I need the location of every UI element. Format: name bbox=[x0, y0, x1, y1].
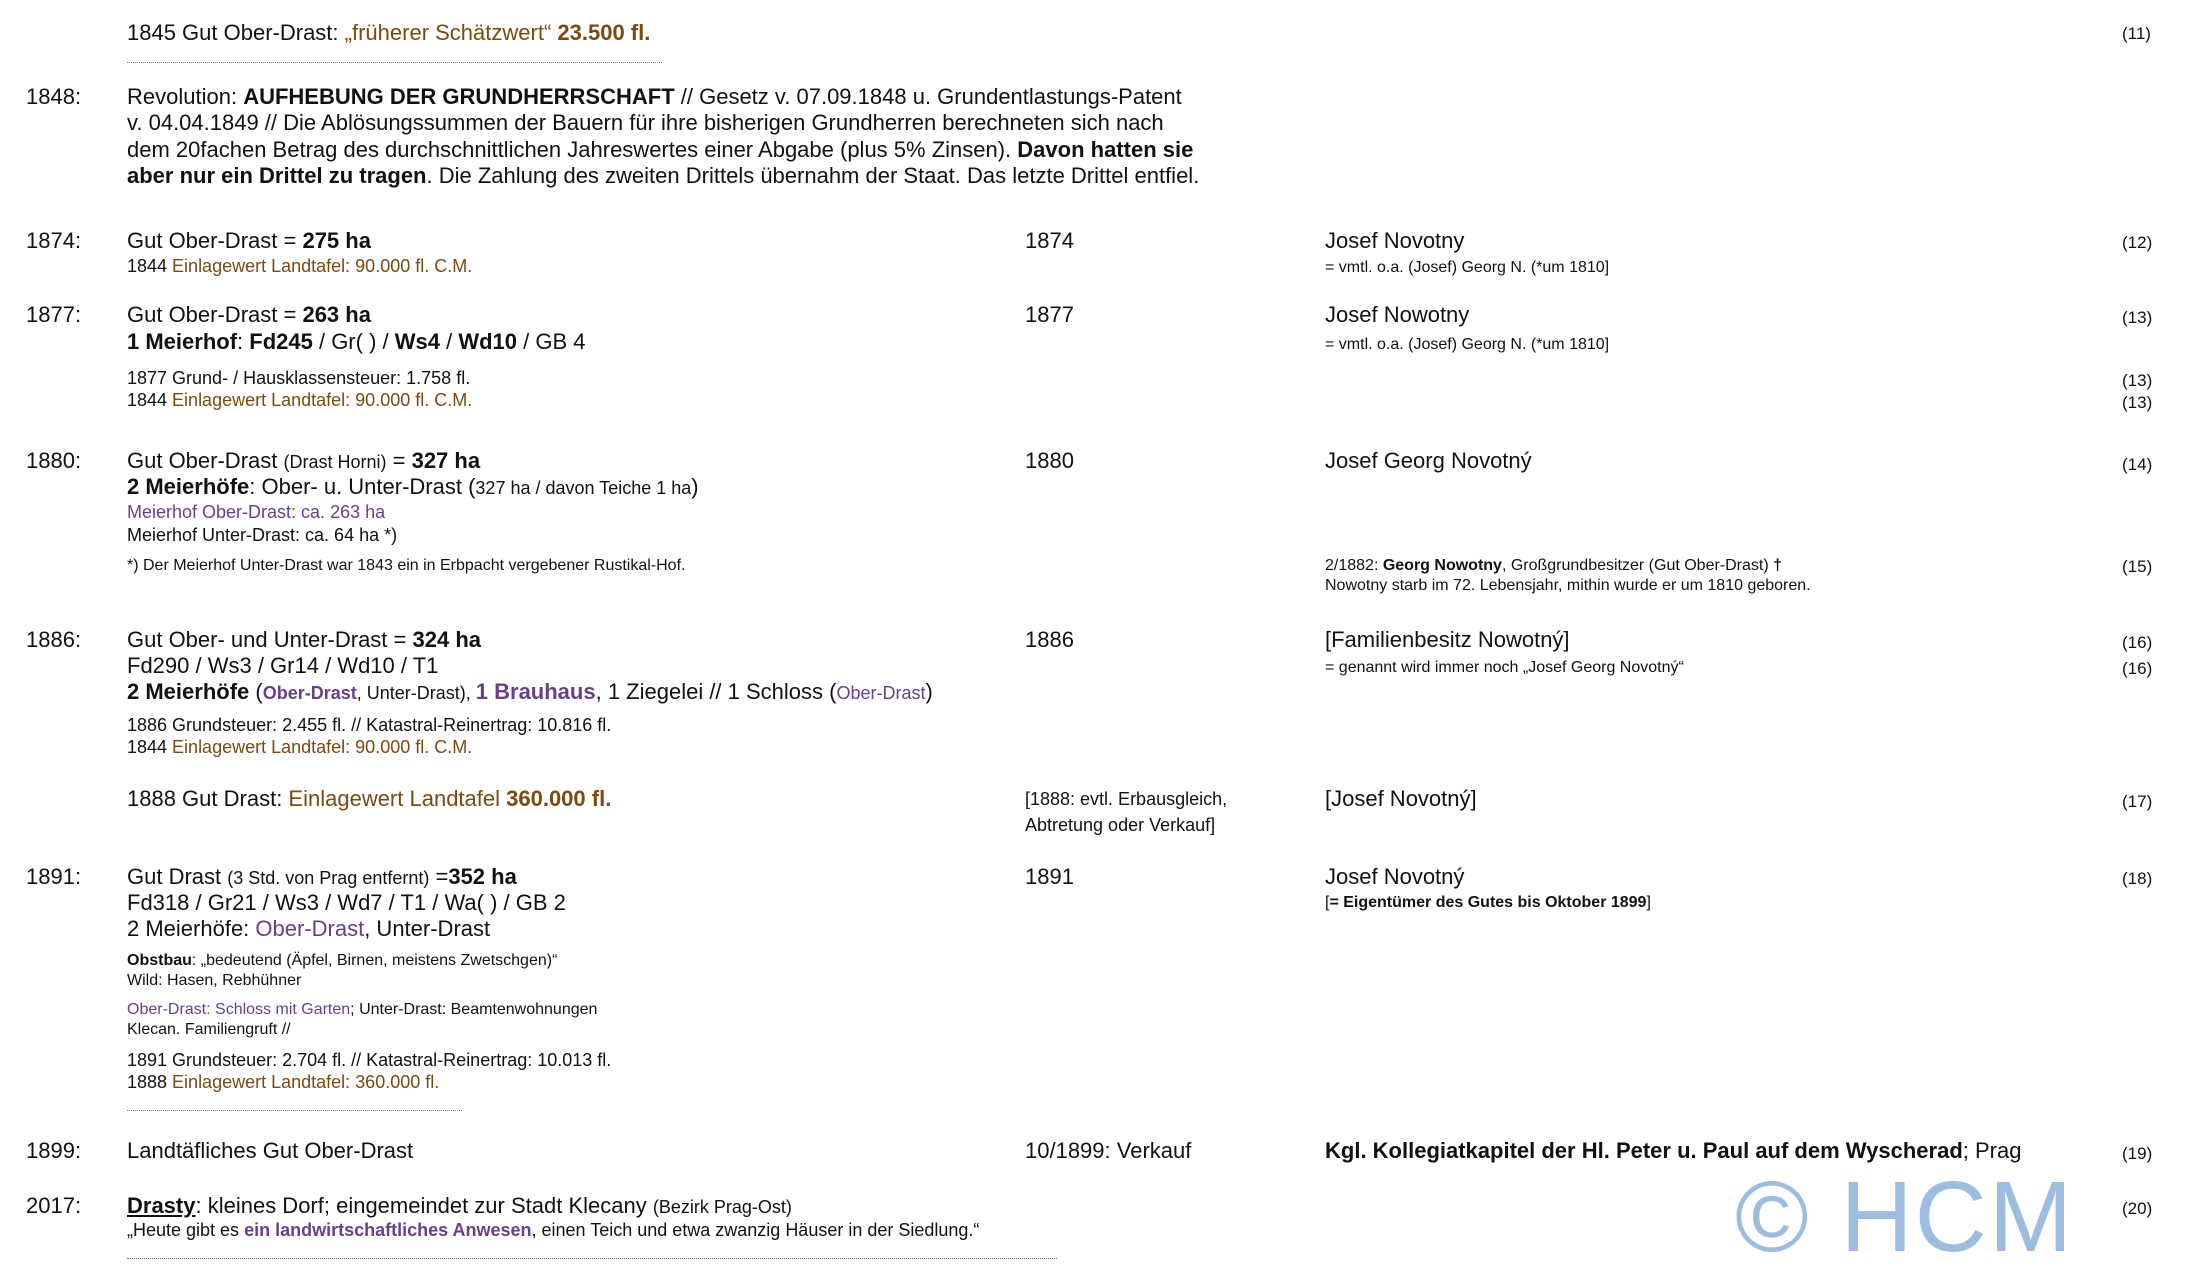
text: „Heute gibt es bbox=[127, 1220, 245, 1240]
entry-1891-line5: Wild: Hasen, Rebhühner bbox=[127, 972, 302, 989]
entry-1848-line1 bbox=[127, 84, 1182, 110]
text: , Unter-Drast), bbox=[356, 683, 476, 703]
ref-11: (11) bbox=[2122, 24, 2151, 43]
entry-1877-line2 bbox=[127, 329, 586, 355]
text: [ bbox=[1325, 894, 1330, 911]
entry-1874-main bbox=[127, 228, 371, 254]
text-purple: Ober-Drast: Schloss mit Garten bbox=[127, 1001, 351, 1018]
owner-1886: [Familienbesitz Nowotný] bbox=[1325, 627, 1570, 652]
ref-16b: (16) bbox=[2122, 659, 2153, 678]
entry-1845-label: „früherer Schätzwert“ bbox=[344, 20, 558, 45]
text: , einen Teich und etwa zwanzig Häuser in der Siedlung.“ bbox=[531, 1220, 980, 1240]
ref-16: (16) bbox=[2122, 633, 2153, 652]
owner-note-1891 bbox=[1325, 893, 1651, 912]
text: 2/1882: bbox=[1325, 557, 1383, 574]
text-bold: Fd245 bbox=[249, 329, 313, 354]
text: ) bbox=[691, 474, 699, 499]
owner-1874: Josef Novotny bbox=[1325, 228, 1465, 253]
entry-1891-main bbox=[127, 864, 517, 890]
col-year-1877: 1877 bbox=[1025, 302, 1074, 327]
entry-1891-line2: Fd318 / Gr21 / Ws3 / Wd7 / T1 / Wa( ) / GB 2 bbox=[127, 890, 566, 915]
entry-1877-main bbox=[127, 302, 371, 328]
owner-1877: Josef Nowotny bbox=[1325, 302, 1470, 327]
col-year-1880: 1880 bbox=[1025, 448, 1074, 473]
text-brown: Einlagewert Landtafel: 90.000 fl. C.M. bbox=[172, 390, 473, 410]
text-bold: 327 ha bbox=[411, 448, 481, 473]
text-brown: Einlagewert Landtafel: 90.000 fl. C.M. bbox=[172, 256, 473, 276]
text: 1844 bbox=[127, 256, 173, 276]
text: . Die Zahlung des zweiten Drittels übernahm der Staat. Das letzte Drittel entfiel. bbox=[426, 163, 1200, 188]
text: ; Unter-Drast: Beamtenwohnungen bbox=[350, 1001, 598, 1018]
text: ] bbox=[1646, 894, 1651, 911]
entry-1891-line6 bbox=[127, 1000, 597, 1019]
text: / bbox=[440, 329, 459, 354]
text-bold: 1 Meierhof bbox=[127, 329, 238, 354]
text: : „bedeutend (Äpfel, Birnen, meistens Zwetschgen)“ bbox=[191, 952, 558, 969]
text-small: (3 Std. von Prag entfernt) bbox=[227, 868, 430, 888]
entry-1886-line3 bbox=[127, 679, 933, 705]
year-1886: 1886: bbox=[26, 627, 82, 652]
year-1880: 1880: bbox=[26, 448, 82, 473]
entry-1880-footnote: *) Der Meierhof Unter-Drast war 1843 ein in Erbpacht vergebener Rustikal-Hof. bbox=[127, 557, 686, 574]
entry-1891-tax: 1891 Grundsteuer: 2.704 fl. // Katastral-Reinertrag: 10.013 fl. bbox=[127, 1050, 612, 1070]
divider bbox=[127, 1110, 462, 1111]
text-bold: Drasty bbox=[127, 1193, 196, 1218]
entry-1891-line7: Klecan. Familiengruft // bbox=[127, 1021, 291, 1038]
copyright-watermark: © HCM bbox=[1735, 1161, 2075, 1273]
owner-1891: Josef Novotný bbox=[1325, 864, 1465, 889]
text-bold: aber nur ein Drittel zu tragen bbox=[127, 163, 427, 188]
text-purple: ein landwirtschaftliches Anwesen bbox=[244, 1220, 532, 1240]
text-bold: Davon hatten sie bbox=[1017, 137, 1194, 162]
text: Gut Ober- und Unter-Drast = bbox=[127, 627, 413, 652]
entry-1880-line4: Meierhof Unter-Drast: ca. 64 ha *) bbox=[127, 525, 398, 545]
entry-1886-line2: Fd290 / Ws3 / Gr14 / Wd10 / T1 bbox=[127, 653, 439, 678]
text-brown-bold: 360.000 fl. bbox=[506, 786, 612, 811]
owner-1888: [Josef Novotný] bbox=[1325, 786, 1477, 811]
entry-1845 bbox=[127, 20, 650, 46]
year-2017: 2017: bbox=[26, 1193, 82, 1218]
entry-1886-tax: 1886 Grundsteuer: 2.455 fl. // Katastral-Reinertrag: 10.816 fl. bbox=[127, 715, 612, 735]
text-bold: 263 ha bbox=[302, 302, 371, 327]
divider bbox=[127, 1258, 1057, 1259]
entry-1877-tax: 1877 Grund- / Hausklassensteuer: 1.758 fl. bbox=[127, 368, 471, 388]
text-small: (Drast Horni) bbox=[283, 452, 387, 472]
ref-18: (18) bbox=[2122, 869, 2153, 888]
year-1874: 1874: bbox=[26, 228, 82, 253]
text: 1844 bbox=[127, 737, 173, 757]
text: Gut Ober-Drast bbox=[127, 448, 284, 473]
text: Revolution: bbox=[127, 84, 244, 109]
cross-symbol: † bbox=[1773, 557, 1783, 574]
col-year-1886: 1886 bbox=[1025, 627, 1074, 652]
text: , Großgrundbesitzer (Gut Ober-Drast) bbox=[1501, 557, 1774, 574]
owner-note-1880-b: Nowotny starb im 72. Lebensjahr, mithin wurde er um 1810 geboren. bbox=[1325, 577, 1811, 594]
text: = bbox=[429, 864, 449, 889]
year-1877: 1877: bbox=[26, 302, 82, 327]
entry-1891-sub bbox=[127, 1072, 439, 1094]
entry-1880-line2 bbox=[127, 474, 699, 500]
owner-note-1886: = genannt wird immer noch „Josef Georg Novotný“ bbox=[1325, 659, 1684, 676]
entry-1891-line4 bbox=[127, 951, 557, 970]
ref-17: (17) bbox=[2122, 792, 2153, 811]
text-purple: 1 Brauhaus bbox=[475, 679, 596, 704]
ref-13b: (13) bbox=[2122, 371, 2153, 390]
text: / Gr( ) / bbox=[312, 329, 395, 354]
entry-1888-main bbox=[127, 786, 611, 812]
year-1891: 1891: bbox=[26, 864, 82, 889]
entry-1848-line2: v. 04.04.1849 // Die Ablösungssummen der Bauern für ihre bisherigen Grundherren berechneten sich nach bbox=[127, 110, 1164, 135]
text-bold: = Eigentümer des Gutes bis Oktober 1899 bbox=[1329, 894, 1647, 911]
entry-1874-sub bbox=[127, 256, 472, 278]
text-bold: Kgl. Kollegiatkapitel der Hl. Peter u. Paul auf dem Wyscherad bbox=[1325, 1138, 1963, 1163]
text: , 1 Ziegelei // 1 Schloss ( bbox=[595, 679, 837, 704]
text-purple: Ober-Drast bbox=[255, 916, 365, 941]
text-bold: Obstbau bbox=[127, 952, 192, 969]
col-1888-b: Abtretung oder Verkauf] bbox=[1025, 815, 1216, 835]
text-bold: 2 Meierhöfe bbox=[127, 679, 250, 704]
entry-1845-text: 1845 Gut Ober-Drast: bbox=[127, 20, 345, 45]
col-1888-a: [1888: evtl. Erbausgleich, bbox=[1025, 789, 1228, 809]
entry-1877-sub bbox=[127, 390, 472, 412]
ref-20: (20) bbox=[2122, 1199, 2153, 1218]
text-bold: Wd10 bbox=[458, 329, 518, 354]
text: ; Prag bbox=[1962, 1138, 2022, 1163]
text-bold: 324 ha bbox=[412, 627, 481, 652]
text-brown: Einlagewert Landtafel: 90.000 fl. C.M. bbox=[172, 737, 473, 757]
col-year-1874: 1874 bbox=[1025, 228, 1074, 253]
entry-1848-line4 bbox=[127, 163, 1199, 189]
ref-13: (13) bbox=[2122, 308, 2153, 327]
owner-note-1880-a bbox=[1325, 556, 1782, 575]
text-brown: Einlagewert Landtafel: 360.000 fl. bbox=[172, 1072, 440, 1092]
text-bold: 275 ha bbox=[302, 228, 371, 253]
text-purple: Ober-Drast bbox=[836, 683, 926, 703]
entry-2017-main bbox=[127, 1193, 792, 1219]
ref-13c: (13) bbox=[2122, 393, 2153, 412]
year-1848: 1848: bbox=[26, 84, 82, 109]
entry-1845-value: 23.500 fl. bbox=[557, 20, 651, 45]
text: Gut Ober-Drast = bbox=[127, 302, 303, 327]
text-bold: 2 Meierhöfe bbox=[127, 474, 250, 499]
text-bold: 352 ha bbox=[448, 864, 517, 889]
text: , Unter-Drast bbox=[364, 916, 491, 941]
text: 1888 bbox=[127, 1072, 173, 1092]
col-year-1891: 1891 bbox=[1025, 864, 1074, 889]
owner-note-1874: = vmtl. o.a. (Josef) Georg N. (*um 1810] bbox=[1325, 259, 1610, 276]
text: : bbox=[237, 329, 250, 354]
text: 1888 Gut Drast: bbox=[127, 786, 289, 811]
owner-1880: Josef Georg Novotný bbox=[1325, 448, 1532, 473]
text-small: 327 ha / davon Teiche 1 ha bbox=[475, 478, 692, 498]
text: : Ober- u. Unter-Drast ( bbox=[249, 474, 476, 499]
entry-1880-line3: Meierhof Ober-Drast: ca. 263 ha bbox=[127, 502, 386, 522]
text-small: (Bezirk Prag-Ost) bbox=[652, 1197, 792, 1217]
ref-15: (15) bbox=[2122, 557, 2153, 576]
owner-note-1877: = vmtl. o.a. (Josef) Georg N. (*um 1810] bbox=[1325, 336, 1610, 353]
text: dem 20fachen Betrag des durchschnittlichen Jahreswertes einer Abgabe (plus 5% Zinsen). bbox=[127, 137, 1018, 162]
entry-1886-main bbox=[127, 627, 481, 653]
text: : kleines Dorf; eingemeindet zur Stadt Klecany bbox=[195, 1193, 653, 1218]
ref-19: (19) bbox=[2122, 1144, 2153, 1163]
text-bold: AUFHEBUNG DER GRUNDHERRSCHAFT bbox=[243, 84, 675, 109]
entry-1886-sub bbox=[127, 737, 472, 759]
text: // Gesetz v. 07.09.1848 u. Grundentlastungs-Patent bbox=[674, 84, 1182, 109]
text: 2 Meierhöfe: bbox=[127, 916, 256, 941]
year-1899: 1899: bbox=[26, 1138, 82, 1163]
col-1899: 10/1899: Verkauf bbox=[1025, 1138, 1192, 1163]
entry-1880-main bbox=[127, 448, 480, 474]
text: / GB 4 bbox=[517, 329, 586, 354]
text: 1844 bbox=[127, 390, 173, 410]
text-bold: Ws4 bbox=[394, 329, 440, 354]
ref-14: (14) bbox=[2122, 455, 2153, 474]
entry-1891-line3 bbox=[127, 916, 490, 942]
text-purple: Ober-Drast bbox=[262, 683, 357, 703]
text: = bbox=[386, 448, 412, 473]
entry-1848-line3 bbox=[127, 137, 1193, 163]
ref-12: (12) bbox=[2122, 233, 2153, 252]
text-brown: Einlagewert Landtafel bbox=[288, 786, 507, 811]
text: Gut Ober-Drast = bbox=[127, 228, 303, 253]
divider bbox=[127, 62, 662, 63]
text: ( bbox=[249, 679, 263, 704]
text: Gut Drast bbox=[127, 864, 228, 889]
text: ) bbox=[925, 679, 933, 704]
entry-2017-line2 bbox=[127, 1220, 979, 1242]
text-bold: Georg Nowotny bbox=[1382, 557, 1502, 574]
entry-1899-main: Landtäfliches Gut Ober-Drast bbox=[127, 1138, 414, 1163]
